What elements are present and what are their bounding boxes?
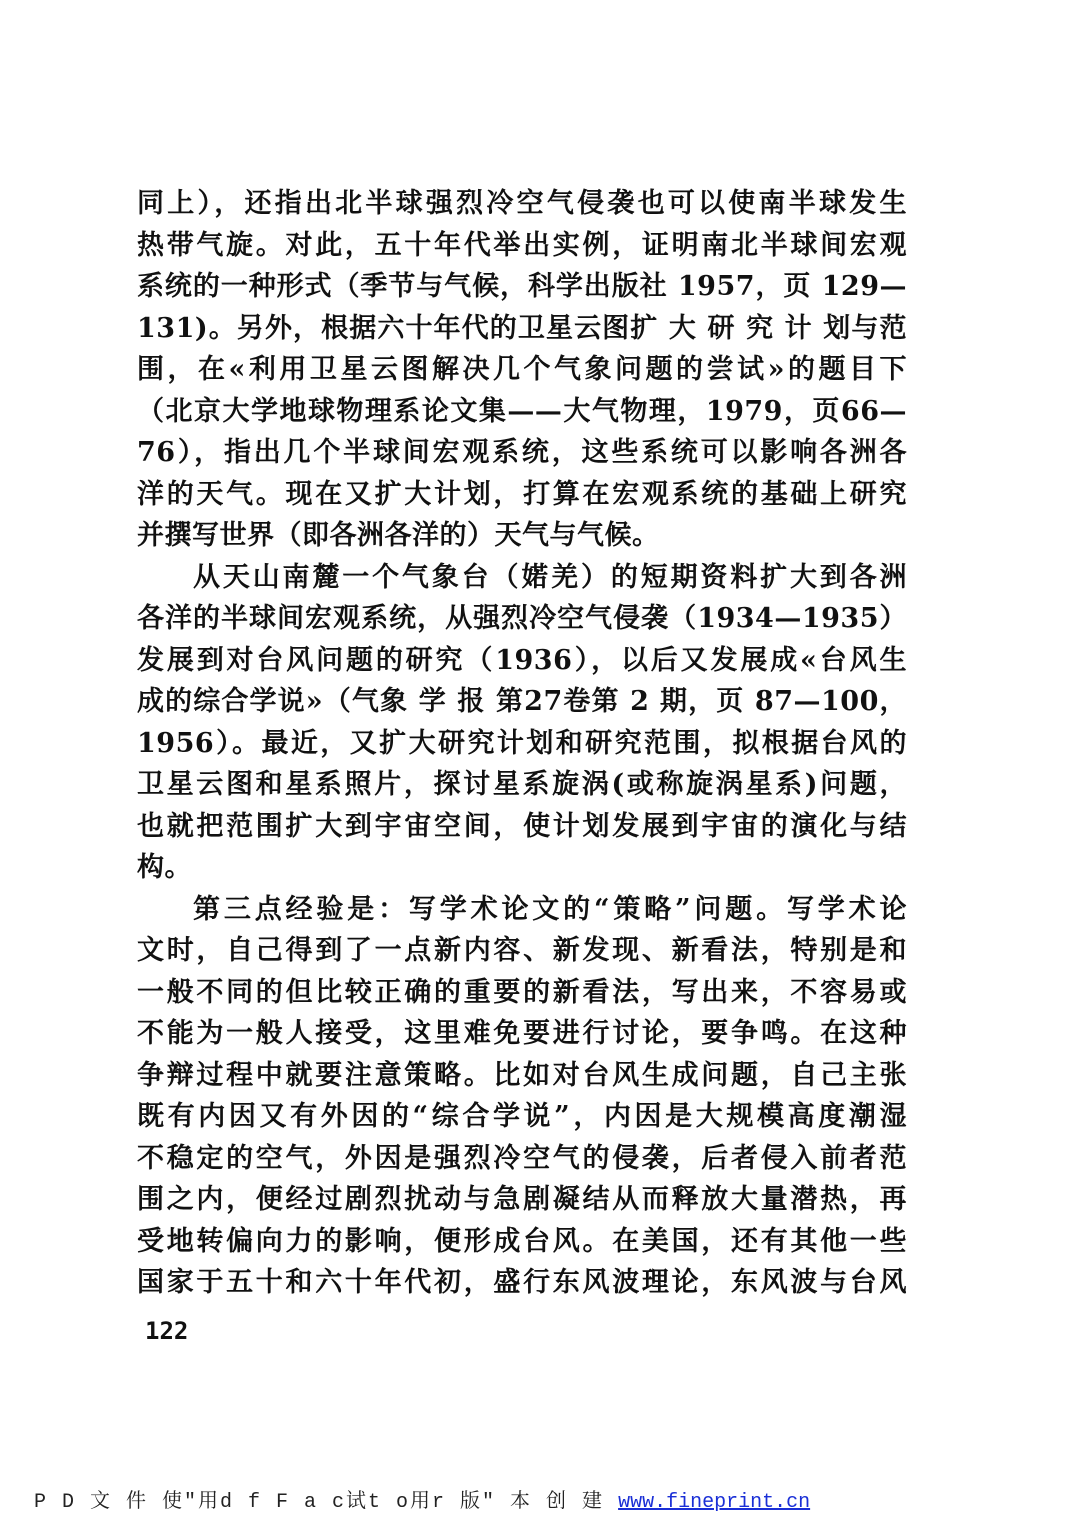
text-line: 发展到对台风问题的研究（1936），以后又发展成«台风生 xyxy=(137,644,907,676)
text-line: 各洋的半球间宏观系统，从强烈冷空气侵袭（1934—1935） xyxy=(137,603,907,634)
text-line: 受地转偏向力的影响，便形成台风。在美国，还有其他一些 xyxy=(137,1225,907,1257)
text-line: 同上），还指出北半球强烈冷空气侵袭也可以使南半球发生 xyxy=(137,188,907,219)
page-number: 122 xyxy=(145,1317,189,1345)
text-line: （北京大学地球物理系论文集——大气物理，1979，页66— xyxy=(137,395,907,427)
pdf-watermark-footer xyxy=(34,1484,810,1514)
text-line: 并撰写世界（即各洲各洋的）天气与气候。 xyxy=(137,520,660,551)
text-line: 既有内因又有外因的“综合学说”，内因是大规模高度潮湿 xyxy=(137,1101,907,1132)
body-text xyxy=(137,183,907,1304)
fineprint-link[interactable]: www.fineprint.cn xyxy=(618,1491,811,1514)
text-line: 热带气旋。对此，五十年代举出实例，证明南北半球间宏观 xyxy=(137,229,907,261)
text-line: 围之内，便经过剧烈扰动与急剧凝结从而释放大量潜热，再 xyxy=(137,1184,907,1215)
text-line: 不能为一般人接受，这里难免要进行讨论，要争鸣。在这种 xyxy=(137,1018,907,1049)
text-line: 围，在«利用卫星云图解决几个气象问题的尝试»的题目下 xyxy=(137,354,907,385)
text-line: 洋的天气。现在又扩大计划，打算在宏观系统的基础上研究 xyxy=(137,478,907,510)
paragraph-first-line: 第三点经验是：写学术论文的“策略”问题。写学术论 xyxy=(193,893,907,925)
watermark-text: P D 文 件 使"用d f F a c试t o用r 版" 本 创 建 xyxy=(34,1491,605,1514)
paragraph-first-line: 从天山南麓一个气象台（婼羌）的短期资料扩大到各洲 xyxy=(193,561,907,593)
text-line: 也就把范围扩大到宇宙空间，使计划发展到宇宙的演化与结 xyxy=(137,810,907,842)
text-line: 成的综合学说»（气象 学 报 第27卷第 2 期，页 87—100， xyxy=(137,686,907,717)
text-line: 一般不同的但比较正确的重要的新看法，写出来，不容易或 xyxy=(137,976,907,1008)
text-line: 不稳定的空气，外因是强烈冷空气的侵袭，后者侵入前者范 xyxy=(137,1142,907,1174)
text-line: 争辩过程中就要注意策略。比如对台风生成问题，自己主张 xyxy=(137,1059,907,1091)
text-line: 系统的一种形式（季节与气候，科学出版社 1957，页 129— xyxy=(137,271,907,302)
text-line: 卫星云图和星系照片，探讨星系旋涡(或称旋涡星系)问题， xyxy=(137,769,907,800)
text-line: 文时，自己得到了一点新内容、新发现、新看法，特别是和 xyxy=(137,935,907,966)
text-line: 76），指出几个半球间宏观系统，这些系统可以影响各洲各 xyxy=(137,437,907,468)
text-line: 构。 xyxy=(137,852,192,883)
text-line: 1956）。最近，又扩大研究计划和研究范围，拟根据台风的 xyxy=(137,727,907,759)
text-line: 131)。另外，根据六十年代的卫星云图扩 大 研 究 计 划与范 xyxy=(137,312,907,344)
text-line: 国家于五十和六十年代初，盛行东风波理论，东风波与台风 xyxy=(137,1267,907,1298)
